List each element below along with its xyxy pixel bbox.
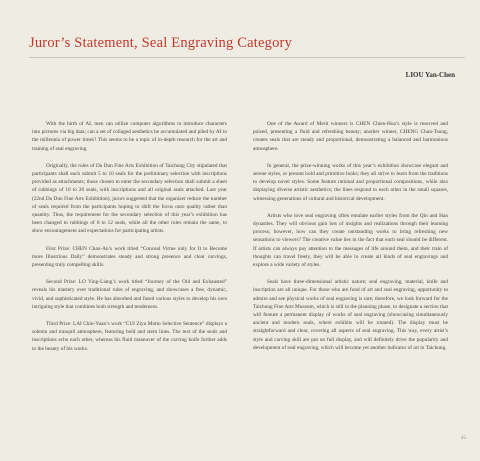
paragraph: One of the Award of Merit winners is CHEN Chien-Hua’s style is reserved and poised, presenting a fluid and refreshing beauty; another winner, CHENG Chun-Tsung, creates seals that are steady and proportional, demonstrating a balanced and harmonious atmosphere. <box>253 121 448 152</box>
paragraph: With the birth of AI, men can utilize computer algorithms to introduce characters into pictures via big data; can a set of collaged aesthetics be accumulated and piled by AI to the millennia of power times? This seems to be a topic of in-depth research for the art and training of seal engraving. <box>32 121 227 152</box>
paragraph: Originally, the rules of Da Dun Fine Arts Exhibition of Taichung City stipulated that participants shall each submit 5 to 10 seals for the preliminary selection with inscriptions provided as attachments; those chosen to enter the secondary selection shall submit a sheet of rubbings of 10 to 20 seals, with inscriptions and all original seals attached. Last year (22nd Da Dun Fine Arts Exhibition), jurors suggested that the organizer reduce the number of seals required from the participants hoping to shift the focus onto quality rather than quantity. Thus, the requirement for the secondary selection of this year’s exhibition has been changed to rubbings of 8 to 12 seals, while all the other rules remain the same, to show encouragement and expectations for participating artists. <box>32 162 227 235</box>
paragraph: Seals have three-dimensional artistic nature; seal engraving, material, knife and inscription are all unique. For those who are fond of art and seal engraving, opportunity to admire and see physical works of seal engraving is rare; therefore, we look forward for the Taichung Fine Arts Museum, which is still in the planning phase, to designate a section that will feature a permanent display of works of seal engraving (showcasing simultaneously ancient and modern seals, where exhibits will be rotated). The display must be straightforward and clear, covering all aspects of seal engraving. This way, every artist’s style and carving skill are put on full display, and will definitely drive the popularity and development of seal engraving, which will become yet another indicator of art in Taichung. <box>253 279 448 351</box>
paragraph: Second Prize: LO Ying-Liang’s work titled “Journey of the Old and Exhausted” reveals his mastery over traditional rules of engraving, and showcases a free, dynamic, vivid, and sophisticated style. He has absorbed and fused various styles to develop his own intriguing style that combines both strength and tenderness. <box>32 279 227 310</box>
paragraph: Artists who love seal engraving often emulate earlier styles from the Qin and Han dynasties. They will obvious gain lots of insights and realizations through their learning process; however, how can they create outstanding works to bring refreshing new sensations to viewers? The creative value lies in the fact that each seal should be different. If artists can always pay attention to the messages of life around them, and their train of thoughts can travel freely, they will be able to create all kinds of seal engravings and explore a wide variety of styles. <box>253 212 448 269</box>
paragraph: In general, the prize-winning works of this year’s exhibition showcase elegant and serene styles, or present bold and primitive looks; they all strive to learn from the traditions to develop novel styles. Some feature rational and proportional compositions, while also displaying diverse artistic aesthetics; the lines respond to each other in the small squares, witnessing generations of cultural and historical development. <box>253 162 448 202</box>
title-divider <box>29 57 465 58</box>
left-column <box>32 120 227 362</box>
paragraph: First Prize: CHEN Chao-An’s work titled “Conceal Virtue only for It to Become more Illustrious Daily” demonstrates steady and strong presence and clear carvings, presenting truly compelling skills. <box>32 245 227 269</box>
author-name: LIOU Yan-Chen <box>405 71 455 79</box>
page-title: Juror’s Statement, Seal Engraving Category <box>29 35 293 51</box>
paragraph: Third Prize: LAI Chin-Yuan’s work “CUI Ziyu Motto Selective Sentence” displays a solemn and tranquil atmosphere, featuring bold and stern lines. The text of the seals and inscriptions echo each other, whereas his fluid maneuver of the carving knife further adds to the beauty of his works. <box>32 321 227 352</box>
page-number: 45 <box>461 436 466 441</box>
right-column <box>253 120 448 361</box>
